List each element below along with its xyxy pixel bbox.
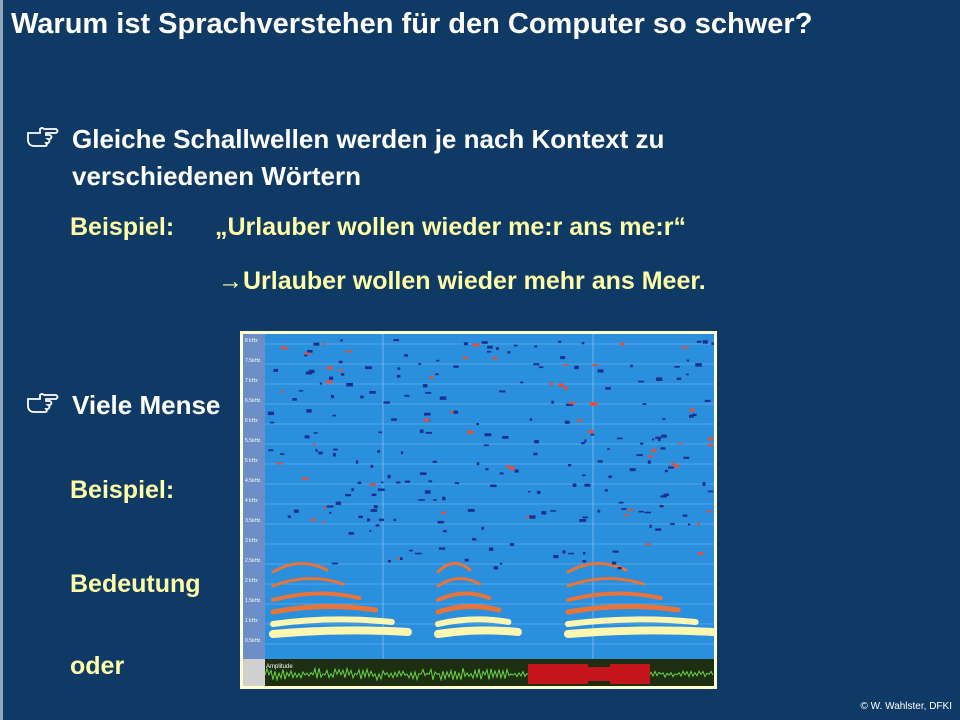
spectrogram-speck xyxy=(332,415,336,417)
spectrogram-speck xyxy=(482,341,488,344)
frequency-tick-label: 0.5kHz xyxy=(245,638,261,644)
spectrogram-speck xyxy=(440,396,447,399)
spectrogram-speck xyxy=(336,502,341,505)
spectrogram-speck xyxy=(619,502,624,504)
spectrogram-speck xyxy=(563,364,569,366)
spectrogram-speck xyxy=(464,342,468,345)
spectrogram-speck xyxy=(605,387,611,390)
spectrogram-speck xyxy=(404,395,409,397)
spectrogram-speck xyxy=(630,468,636,471)
spectrogram-speck xyxy=(418,499,424,501)
spectrogram-speck xyxy=(333,453,336,456)
spectrogram-speck xyxy=(424,419,430,422)
spectrogram-speck xyxy=(687,360,689,362)
spectrogram-speck xyxy=(502,436,508,439)
spectrogram-speck xyxy=(281,346,284,349)
spectrogram-speck xyxy=(520,382,523,384)
spectrogram-speck xyxy=(665,470,668,472)
slide-edge xyxy=(0,0,3,720)
formant-band xyxy=(438,630,518,634)
spectrogram-speck xyxy=(560,356,565,359)
spectrogram-speck xyxy=(404,354,408,357)
spectrogram-speck xyxy=(442,497,445,500)
spectrogram-speck xyxy=(394,519,396,521)
spectrogram-speck xyxy=(372,494,377,496)
spectrogram-speck xyxy=(708,437,713,440)
frequency-tick-label: 7 kHz xyxy=(245,378,258,384)
spectrogram-speck xyxy=(320,383,322,385)
frequency-tick-label: 5.5kHz xyxy=(245,438,261,444)
spectrogram-speck xyxy=(494,566,498,569)
spectrogram-speck xyxy=(485,468,488,470)
spectrogram-speck xyxy=(697,341,702,343)
spectrogram-speck xyxy=(383,401,390,403)
spectrogram-speck xyxy=(605,489,608,491)
spectrogram-speck xyxy=(428,480,432,482)
spectrogram-speck xyxy=(630,365,632,368)
frequency-tick-label: 8 kHz xyxy=(245,338,258,344)
spectrogram-speck xyxy=(510,543,514,546)
spectrogram-speck xyxy=(500,563,503,565)
spectrogram-speck xyxy=(577,420,583,422)
spectrogram-speck xyxy=(311,518,315,521)
spectrogram-speck xyxy=(509,466,515,469)
spectrogram-speck xyxy=(409,550,412,552)
spectrogram-speck xyxy=(463,356,468,359)
spectrogram-speck xyxy=(689,415,694,418)
spectrogram-speck xyxy=(674,464,679,467)
spectrogram-speck xyxy=(655,437,661,439)
spectrogram-speck xyxy=(655,528,661,530)
spectrogram-speck xyxy=(683,515,688,517)
spectrogram-speck xyxy=(617,567,621,569)
spectrogram-speck xyxy=(454,411,459,414)
spectrogram-speck xyxy=(534,440,539,443)
spectrogram-speck xyxy=(438,522,445,524)
spectrogram-speck xyxy=(705,400,711,402)
spectrogram-speck xyxy=(590,402,594,405)
spectrogram-speck xyxy=(294,510,299,513)
spectrogram-speck xyxy=(515,469,519,472)
spectrogram-speck xyxy=(369,530,371,532)
spectrogram-speck xyxy=(530,418,532,420)
spectrogram-speck xyxy=(367,518,370,521)
spectrogram-speck xyxy=(374,505,378,508)
spectrogram-speck xyxy=(648,460,651,463)
spectrogram-speck xyxy=(609,475,612,478)
spectrogram-speck xyxy=(333,449,338,451)
spectrogram-speck xyxy=(624,515,629,517)
spectrogram-speck xyxy=(487,346,493,349)
frequency-tick-label: 7.5kHz xyxy=(245,358,261,364)
spectrogram-speck xyxy=(453,365,458,367)
spectrogram-speck xyxy=(331,395,334,398)
spectrogram-speck xyxy=(507,351,510,353)
example-2-label: Beispiel: xyxy=(70,476,175,504)
spectrogram-speck xyxy=(678,442,682,444)
spectrogram-speck xyxy=(568,553,574,555)
spectrogram-speck xyxy=(304,352,311,354)
frequency-tick-label: 6 kHz xyxy=(245,418,258,424)
spectrogram-speck xyxy=(650,525,652,528)
spectrogram-speck xyxy=(349,532,355,535)
spectrogram-speck xyxy=(539,366,543,368)
spectrogram-speck xyxy=(401,451,403,454)
spectrogram-speck xyxy=(537,491,541,494)
spectrogram-speck xyxy=(393,339,399,341)
spectrogram-speck xyxy=(607,448,609,450)
spectrogram-speck xyxy=(490,485,497,488)
spectrogram-speck xyxy=(429,376,433,378)
spectrogram-speck xyxy=(369,483,376,485)
spectrogram-speck xyxy=(329,512,331,514)
spectrogram-speck xyxy=(338,370,343,372)
spectrogram-image xyxy=(240,331,717,689)
spectrogram-speck xyxy=(288,515,291,518)
spectrogram-speck xyxy=(598,460,603,462)
spectrogram-speck xyxy=(397,367,400,369)
spectrogram-speck xyxy=(703,340,708,343)
spectrogram-speck xyxy=(433,461,437,463)
spectrogram-speck xyxy=(574,366,578,369)
spectrogram-speck xyxy=(473,344,480,347)
spectrogram-speck xyxy=(340,339,342,341)
spectrogram-speck xyxy=(268,412,274,415)
spectrogram-speck xyxy=(499,390,505,392)
spectrogram-speck xyxy=(332,563,338,565)
spectrogram-speck xyxy=(281,390,283,393)
frequency-tick-label: 6.5kHz xyxy=(245,398,261,404)
frequency-tick-label: 3 kHz xyxy=(245,538,258,544)
spectrogram-speck xyxy=(612,562,616,565)
spectrogram-speck xyxy=(313,343,319,346)
frequency-tick-label: 3.5kHz xyxy=(245,518,261,524)
spectrogram-speck xyxy=(323,521,326,523)
spectrogram-speck xyxy=(405,481,410,483)
spectrogram-speck xyxy=(697,523,700,525)
spectrogram-speck xyxy=(327,366,333,369)
spectrogram-speck xyxy=(645,543,651,545)
pointing-hand-icon xyxy=(26,125,60,147)
spectrogram-speck xyxy=(302,478,309,480)
spectrogram-speck xyxy=(487,351,491,353)
spectrogram-speck xyxy=(309,370,315,373)
spectrogram-speck xyxy=(573,484,577,487)
spectrogram-speck xyxy=(465,559,469,562)
spectrogram-speck xyxy=(492,357,497,359)
spectrogram-speck xyxy=(698,552,704,555)
spectrogram-speck xyxy=(327,506,334,508)
frequency-tick-label: 1.5kHz xyxy=(245,598,261,604)
spectrogram-speck xyxy=(388,560,391,562)
spectrogram-speck xyxy=(613,550,619,552)
spectrogram-speck xyxy=(284,347,289,349)
spectrogram-speck xyxy=(627,509,634,511)
spectrogram-speck xyxy=(591,434,595,436)
bedeutung-label: Bedeutung xyxy=(70,570,201,598)
spectrogram-speck xyxy=(582,517,587,519)
spectrogram-speck xyxy=(397,375,400,378)
spectrogram-speck xyxy=(378,488,385,490)
spectrogram-speck xyxy=(369,391,375,394)
example-1-result-line xyxy=(218,267,706,296)
spectrogram-speck xyxy=(639,511,644,513)
spectrogram-speck xyxy=(489,547,493,550)
spectrogram-speck xyxy=(682,347,689,349)
spectrogram-speck xyxy=(636,454,642,456)
spectrogram-speck xyxy=(435,373,438,375)
spectrogram-speck xyxy=(305,435,310,438)
spectrogram-speck xyxy=(436,360,439,362)
spectrogram-speck xyxy=(299,390,304,392)
spectrogram-speck xyxy=(270,422,274,424)
spectrogram-speck xyxy=(304,355,308,357)
spectrogram-speck xyxy=(274,369,279,372)
spectrogram-speck xyxy=(276,463,282,465)
frequency-tick-label: 2 kHz xyxy=(245,578,258,584)
spectrogram-speck xyxy=(579,519,586,522)
spectrogram-speck xyxy=(688,524,690,526)
spectrogram-speck xyxy=(582,342,585,344)
spectrogram-speck xyxy=(346,383,353,386)
spectrogram-speck xyxy=(674,366,679,368)
spectrogram-speck xyxy=(377,450,380,453)
spectrogram-speck xyxy=(348,351,351,353)
spectrogram-speck xyxy=(371,465,374,468)
spectrogram-speck xyxy=(643,403,647,405)
spectrogram-speck xyxy=(551,401,553,404)
spectrogram-speck xyxy=(481,527,483,530)
bullet-1-text: Gleiche Schallwellen werden je nach Kontext zu verschiedenen Wörtern xyxy=(72,124,665,191)
spectrogram-speck xyxy=(689,409,694,412)
spectrogram-speck xyxy=(597,510,600,513)
spectrogram-speck xyxy=(433,499,437,501)
spectrogram-speck xyxy=(670,523,674,525)
spectrogram-speck xyxy=(379,519,384,521)
spectrogram-speck xyxy=(660,495,667,497)
spectrogram-speck xyxy=(420,429,424,432)
formant-band xyxy=(568,630,713,634)
spectrogram-speck xyxy=(550,510,556,512)
spectrogram-speck xyxy=(592,364,598,366)
spectrogram-speck xyxy=(529,515,535,518)
spectrogram-speck xyxy=(708,491,713,493)
spectrogram-speck xyxy=(683,457,689,459)
spectrogram-speck xyxy=(468,509,475,512)
spectrogram-speck xyxy=(541,511,546,514)
spectrogram-speck xyxy=(441,512,446,514)
spectrogram-speck xyxy=(686,374,689,376)
spectrogram-speck xyxy=(339,361,343,364)
spectrogram-speck xyxy=(439,547,445,549)
spectrogram-speck xyxy=(640,443,643,445)
spectrogram-speck xyxy=(415,553,422,555)
spectrogram-speck xyxy=(376,524,380,526)
spectrogram-speck xyxy=(656,377,662,380)
frequency-tick-label: 1 kHz xyxy=(245,618,258,624)
spectrogram-speck xyxy=(397,558,399,560)
spectrogram-speck xyxy=(400,557,403,560)
spectrogram-speck xyxy=(588,430,594,433)
spectrogram-speck xyxy=(391,418,397,420)
spectrogram-speck xyxy=(706,511,711,513)
spectrogram-speck xyxy=(477,462,479,465)
spectrogram-speck xyxy=(322,343,324,345)
spectrogram-speck xyxy=(329,377,333,380)
spectrogram-speck xyxy=(268,449,273,451)
spectrogram-speck xyxy=(345,494,351,496)
spectrogram-speck xyxy=(500,472,504,474)
spectrogram-speck xyxy=(569,402,575,405)
spectrogram-speck xyxy=(365,366,372,369)
spectrogram-speck xyxy=(425,392,431,394)
spectrogram-speck xyxy=(533,363,539,365)
spectrogram-speck xyxy=(660,505,664,507)
spectrogram-speck xyxy=(677,378,682,380)
spectrogram-speck xyxy=(423,384,428,387)
spectrogram-speck xyxy=(645,512,652,514)
spectrogram-speck xyxy=(292,398,297,401)
spectrogram-speck xyxy=(326,381,333,384)
spectrogram-speck xyxy=(280,453,285,455)
spectrogram-speck xyxy=(388,475,391,478)
spectrogram-speck xyxy=(324,507,326,510)
spectrogram-speck xyxy=(553,555,558,558)
spectrogram-speck xyxy=(617,438,623,440)
spectrogram-speck xyxy=(425,490,431,493)
spectrogram-speck xyxy=(356,460,358,463)
bullet-2-text: Viele Mense xyxy=(72,390,221,420)
spectrogram-speck xyxy=(568,464,571,466)
spectrogram-speck xyxy=(652,438,654,440)
spectrogram-speck xyxy=(668,466,674,468)
oder-label: oder xyxy=(70,652,125,680)
slide-title: Warum ist Sprachverstehen für den Computer so schwer? xyxy=(11,8,813,40)
spectrogram-speck xyxy=(584,439,586,442)
spectrogram-speck xyxy=(662,418,665,420)
spectrogram-speck xyxy=(318,452,323,455)
copyright-notice: © W. Wahlster, DFKI xyxy=(860,701,952,712)
formant-band xyxy=(273,630,408,634)
spectrogram-speck xyxy=(621,508,626,510)
spectrogram-speck xyxy=(584,484,590,487)
spectrogram-speck xyxy=(708,444,713,446)
spectrogram-speck xyxy=(358,482,362,484)
spectrogram-speck xyxy=(381,481,383,483)
spectrogram-speck xyxy=(558,384,564,387)
spectrogram-speck xyxy=(598,369,604,372)
frequency-tick-label: 4.5kHz xyxy=(245,478,261,484)
spectrogram-speck xyxy=(671,462,674,465)
spectrogram-speck xyxy=(360,396,363,399)
spectrogram-speck xyxy=(379,431,383,433)
spectrogram-speck xyxy=(583,552,586,554)
spectrogram-speck xyxy=(661,435,667,438)
frequency-tick-label: 5 kHz xyxy=(245,458,258,464)
spectrogram-speck xyxy=(484,444,489,446)
spectrogram-speck xyxy=(581,442,585,444)
spectrogram-speck xyxy=(396,481,400,483)
right-arrow-icon: → xyxy=(218,267,243,295)
spectrogram-speck xyxy=(307,350,312,353)
spectrogram-speck xyxy=(341,373,344,375)
spectrogram-speck xyxy=(371,509,378,512)
spectrogram-speck xyxy=(695,363,701,366)
spectrogram-speck xyxy=(711,342,714,345)
example-1-label: Beispiel: xyxy=(70,213,175,241)
example-1-quote: „Urlauber wollen wieder me:r ans me:r“ xyxy=(215,213,686,241)
spectrogram-speck xyxy=(314,432,318,434)
spectrogram-speck xyxy=(420,472,426,475)
spectrogram-speck xyxy=(514,345,518,347)
spectrogram-speck xyxy=(476,423,479,425)
spectrogram-speck xyxy=(660,447,665,449)
spectrogram-speck xyxy=(351,488,354,491)
spectrogram-speck xyxy=(467,431,474,434)
spectrogram-speck xyxy=(533,453,537,456)
spectrogram-speck xyxy=(316,449,318,452)
spectrogram-speck xyxy=(424,413,431,416)
waveform-label: Amplitude xyxy=(266,664,293,670)
spectrogram-speck xyxy=(528,491,530,493)
spectrogram-speck xyxy=(651,449,656,452)
frequency-tick-label: 4 kHz xyxy=(245,498,258,504)
pointing-hand-icon xyxy=(26,391,60,413)
spectrogram-speck xyxy=(620,343,624,346)
spectrogram-speck xyxy=(558,341,561,343)
spectrogram-speck xyxy=(443,530,447,532)
spectrogram-speck xyxy=(306,409,311,412)
spectrogram-speck xyxy=(485,433,492,436)
spectrogram-speck xyxy=(358,516,362,519)
spectrogram-speck xyxy=(562,550,565,553)
spectrogram-speck xyxy=(582,474,585,476)
spectrogram-speck xyxy=(496,347,499,350)
spectrogram-speck xyxy=(418,363,421,365)
example-1-result: Urlauber wollen wieder mehr ans Meer. xyxy=(243,267,706,295)
spectrogram-speck xyxy=(426,432,432,434)
spectrogram-speck xyxy=(638,381,644,383)
frequency-tick-label: 2.5kHz xyxy=(245,558,261,564)
spectrogram-speck xyxy=(313,443,315,445)
spectrogram-speck xyxy=(455,482,459,484)
spectrogram-speck xyxy=(472,538,476,540)
spectrogram-speck xyxy=(550,382,553,385)
spectrogram-speck xyxy=(565,421,570,424)
spectrogram-speck xyxy=(702,482,705,485)
spectrogram-speck xyxy=(582,560,586,562)
spectrogram-speck xyxy=(648,455,652,458)
spectrogram-speck xyxy=(534,345,537,347)
spectrogram-speck xyxy=(564,387,568,390)
